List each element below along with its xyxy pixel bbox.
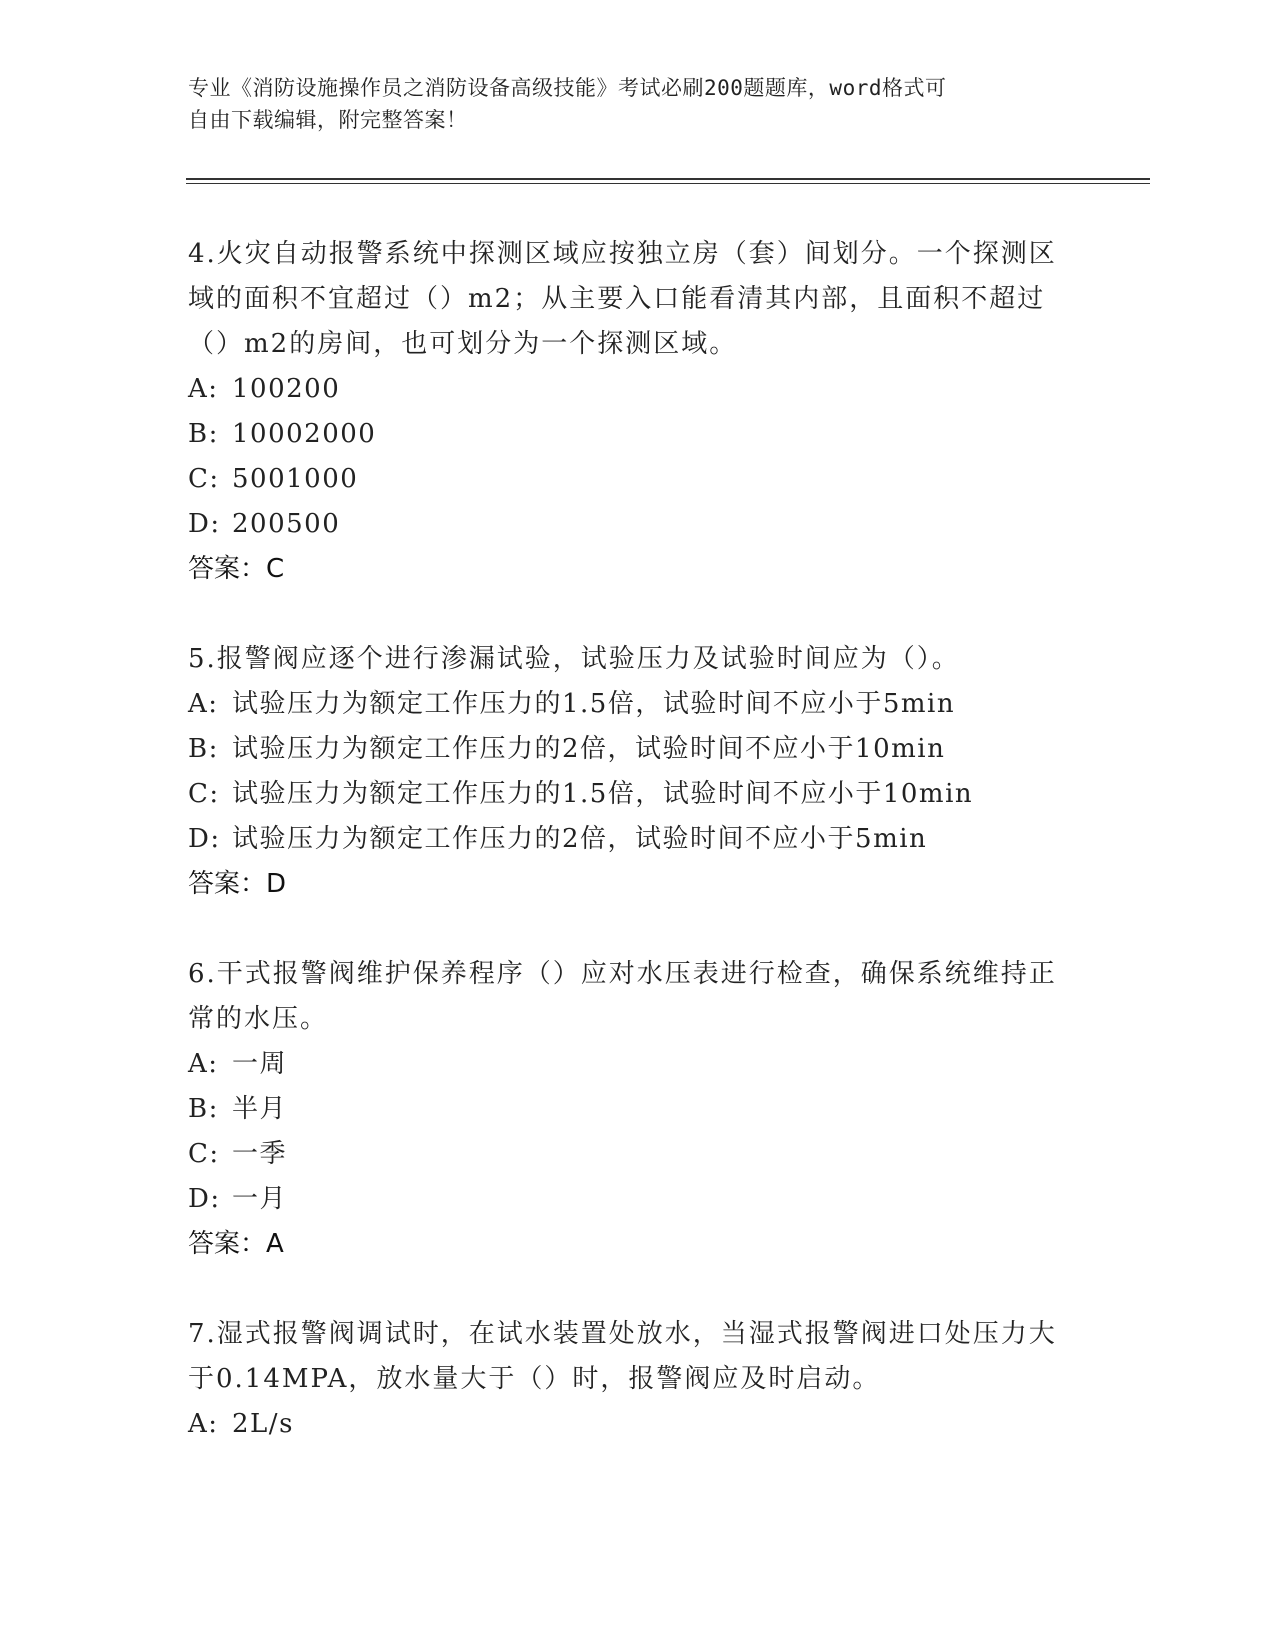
option-b xyxy=(188,1087,1068,1132)
option-a xyxy=(188,367,1068,412)
question-text: 5.报警阀应逐个进行渗漏试验，试验压力及试验时间应为（）。 xyxy=(188,644,960,674)
option-text: 2L/s xyxy=(232,1409,294,1439)
option-text: 200500 xyxy=(232,509,341,539)
question-item xyxy=(188,232,1068,592)
option-letter: C: xyxy=(188,464,220,494)
question-text: 7.湿式报警阀调试时，在试水装置处放水，当湿式报警阀进口处压力大于0.14MPA，放水量大于（）时，报警阀应及时启动。 xyxy=(188,1319,1057,1394)
option-letter: B: xyxy=(188,419,219,449)
option-letter: A: xyxy=(188,689,219,719)
option-b xyxy=(188,412,1068,457)
option-letter: C: xyxy=(188,1139,220,1169)
option-text: 一月 xyxy=(232,1184,288,1214)
option-text: 10002000 xyxy=(232,419,377,449)
option-letter: A: xyxy=(188,374,219,404)
document-header xyxy=(188,72,1068,136)
option-b xyxy=(188,727,1068,772)
question-item xyxy=(188,637,1068,907)
option-text: 100200 xyxy=(232,374,341,404)
option-c xyxy=(188,1132,1068,1177)
option-text: 一周 xyxy=(232,1049,288,1079)
question-text: 6.干式报警阀维护保养程序（）应对水压表进行检查，确保系统维持正常的水压。 xyxy=(188,959,1057,1034)
option-text: 试验压力为额定工作压力的2倍，试验时间不应小于5min xyxy=(232,824,928,854)
header-line-1: 专业《消防设施操作员之消防设备高级技能》考试必刷200题题库，word格式可 xyxy=(188,76,947,100)
option-letter: D: xyxy=(188,509,221,539)
option-d xyxy=(188,817,1068,862)
option-text: 半月 xyxy=(232,1094,288,1124)
option-c xyxy=(188,457,1068,502)
option-a xyxy=(188,682,1068,727)
option-letter: D: xyxy=(188,1184,221,1214)
header-divider xyxy=(186,178,1150,180)
header-divider-thin xyxy=(186,183,1150,184)
question-item xyxy=(188,1312,1068,1447)
option-letter: A: xyxy=(188,1049,219,1079)
option-text: 一季 xyxy=(232,1139,288,1169)
option-d xyxy=(188,502,1068,547)
option-d xyxy=(188,1177,1068,1222)
question-list xyxy=(188,232,1068,1492)
answer-line: 答案：A xyxy=(188,1229,284,1259)
question-text: 4.火灾自动报警系统中探测区域应按独立房（套）间划分。一个探测区域的面积不宜超过（）m2；从主要入口能看清其内部，且面积不超过（）m2的房间，也可划分为一个探测区域。 xyxy=(188,239,1057,359)
option-letter: A: xyxy=(188,1409,219,1439)
header-line-2: 自由下载编辑，附完整答案！ xyxy=(188,108,468,132)
option-c xyxy=(188,772,1068,817)
option-letter: B: xyxy=(188,734,219,764)
answer-line: 答案：C xyxy=(188,554,285,584)
option-text: 试验压力为额定工作压力的1.5倍，试验时间不应小于5min xyxy=(232,689,956,719)
option-text: 试验压力为额定工作压力的1.5倍，试验时间不应小于10min xyxy=(232,779,974,809)
answer-line: 答案：D xyxy=(188,869,287,899)
option-a xyxy=(188,1402,1068,1447)
option-a xyxy=(188,1042,1068,1087)
option-letter: B: xyxy=(188,1094,219,1124)
option-letter: D: xyxy=(188,824,221,854)
question-item xyxy=(188,952,1068,1267)
option-text: 试验压力为额定工作压力的2倍，试验时间不应小于10min xyxy=(232,734,946,764)
option-text: 5001000 xyxy=(232,464,359,494)
option-letter: C: xyxy=(188,779,220,809)
